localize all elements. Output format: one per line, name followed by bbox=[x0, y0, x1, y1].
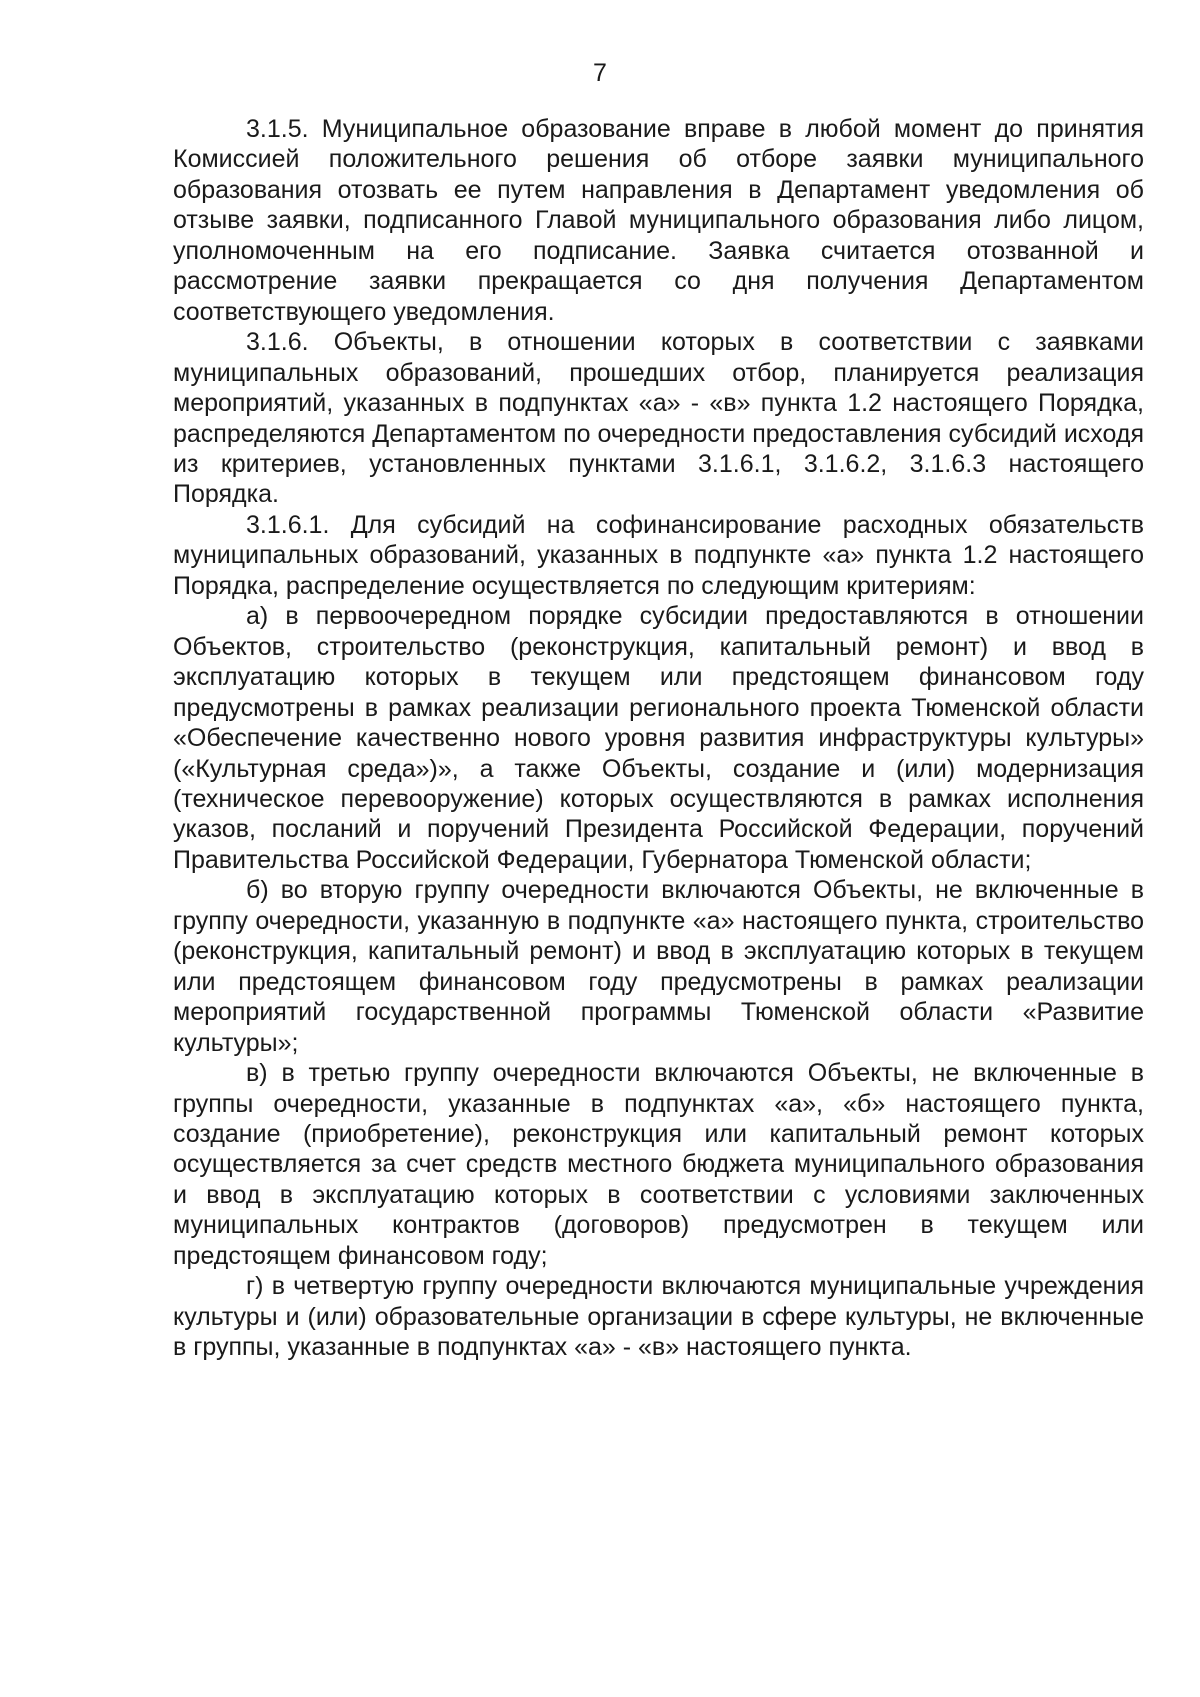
paragraph-item-b: б) во вторую группу очередности включаются Объекты, не включенные в группу очередности, указанную в подпункте «а» настоящего пункта, строительство (реконструкция, капитальный ремонт) и ввод в эксплуатацию которых в текущем или предстоящем финансовом году предусмотрены в рамках реализации мероприятий государственной программы Тюменской области «Развитие культуры»; bbox=[173, 876, 1144, 1057]
paragraph-3-1-6: 3.1.6. Объекты, в отношении которых в соответствии с заявками муниципальных образований, прошедших отбор, планируется реализация мероприятий, указанных в подпунктах «а» - «в» пункта 1.2 настоящего Порядка, распределяются Департаментом по очередности предоставления субсидий исходя из критериев, установленных пунктами 3.1.6.1, 3.1.6.2, 3.1.6.3 настоящего Порядка. bbox=[173, 328, 1144, 509]
paragraph-item-a: а) в первоочередном порядке субсидии предоставляются в отношении Объектов, строительство (реконструкция, капитальный ремонт) и ввод в эксплуатацию которых в текущем или предстоящем финансовом году предусмотрены в рамках реализации регионального проекта Тюменской области «Обеспечение качественно нового уровня развития инфраструктуры культуры» («Культурная среда»)», а также Объекты, создание и (или) модернизация (техническое перевооружение) которых осуществляются в рамках исполнения указов, посланий и поручений Президента Российской Федерации, поручений Правительства Российской Федерации, Губернатора Тюменской области; bbox=[173, 602, 1144, 874]
paragraph-item-v: в) в третью группу очередности включаются Объекты, не включенные в группы очередности, указанные в подпунктах «а», «б» настоящего пункта, создание (приобретение), реконструкция или капитальный ремонт которых осуществляется за счет средств местного бюджета муниципального образования и ввод в эксплуатацию которых в соответствии с условиями заключенных муниципальных контрактов (договоров) предусмотрен в текущем или предстоящем финансовом году; bbox=[173, 1059, 1144, 1270]
paragraph-3-1-6-1: 3.1.6.1. Для субсидий на софинансирование расходных обязательств муниципальных образований, указанных в подпункте «а» пункта 1.2 настоящего Порядка, распределение осуществляется по следующим критериям: bbox=[173, 510, 1144, 600]
paragraph-item-g: г) в четвертую группу очередности включаются муниципальные учреждения культуры и (или) образовательные организации в сфере культуры, не включенные в группы, указанные в подпунктах «а» - «в» настоящего пункта. bbox=[173, 1272, 1144, 1362]
document-body bbox=[173, 114, 1144, 1363]
paragraph-3-1-5: 3.1.5. Муниципальное образование вправе в любой момент до принятия Комиссией положительного решения об отборе заявки муниципального образования отозвать ее путем направления в Департамент уведомления об отзыве заявки, подписанного Главой муниципального образования либо лицом, уполномоченным на его подписание. Заявка считается отозванной и рассмотрение заявки прекращается со дня получения Департаментом соответствующего уведомления. bbox=[173, 115, 1144, 326]
page-number: 7 bbox=[593, 59, 607, 87]
